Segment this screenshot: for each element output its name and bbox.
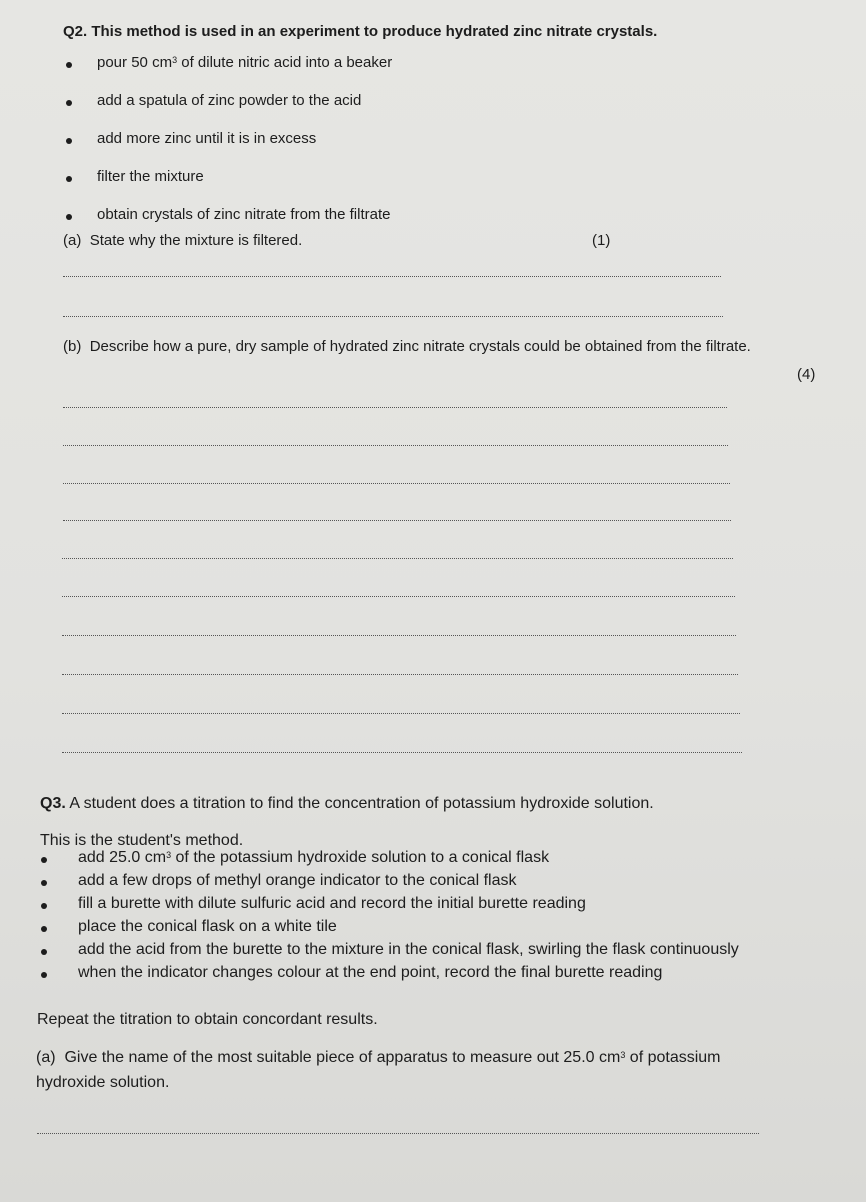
q2-step-1-superscript: 3 [172, 55, 178, 65]
answer-line[interactable] [63, 445, 728, 446]
q3-step-5: add the acid from the burette to the mixture in the conical flask, swirling the flask continuously [78, 941, 739, 958]
q3-step-6: when the indicator changes colour at the end point, record the final burette reading [78, 964, 663, 981]
answer-line[interactable] [63, 520, 731, 521]
q3-part-a-question [36, 1048, 721, 1068]
q2-step-1-rest: of dilute nitric acid into a beaker [177, 54, 393, 71]
bullet-icon [41, 926, 47, 932]
answer-line[interactable] [62, 558, 733, 559]
q3-part-a-text: Give the name of the most suitable piece of apparatus to measure out [64, 1049, 564, 1066]
answer-line[interactable] [62, 752, 742, 753]
q3-intro: A student does a titration to find the concentration of potassium hydroxide solution. [69, 795, 654, 812]
q2-step-1 [97, 54, 392, 72]
answer-line[interactable] [37, 1133, 759, 1134]
bullet-icon [41, 903, 47, 909]
bullet-icon [41, 949, 47, 955]
q3-heading [40, 794, 654, 814]
q3-part-a-volume: 25.0 [563, 1049, 595, 1066]
bullet-icon [41, 972, 47, 978]
bullet-icon [66, 62, 72, 68]
q3-step-2: add a few drops of methyl orange indicator to the conical flask [78, 872, 517, 889]
q3-part-a-unit: cm [599, 1049, 621, 1066]
answer-line[interactable] [63, 407, 727, 408]
answer-line[interactable] [63, 316, 723, 317]
q3-part-a-line2: hydroxide solution. [36, 1074, 170, 1091]
q2-step-1-text: pour [97, 54, 132, 71]
q3-step-1-rest: of the potassium hydroxide solution to a conical flask [171, 849, 550, 866]
q2-heading [63, 23, 657, 41]
answer-line[interactable] [62, 596, 735, 597]
q2-part-a-marks: (1) [592, 232, 611, 249]
answer-line[interactable] [62, 713, 740, 714]
q2-part-a-text: State why the mixture is filtered. [89, 232, 303, 249]
q3-step-1-unit: cm [144, 849, 167, 866]
answer-line[interactable] [63, 483, 730, 484]
q3-part-a-rest: of potassium [625, 1049, 721, 1066]
q2-step-5: obtain crystals of zinc nitrate from the filtrate [97, 206, 391, 223]
answer-line[interactable] [63, 276, 721, 277]
bullet-icon [66, 138, 72, 144]
q3-step-1 [78, 848, 549, 868]
q2-step-1-unit: cm [152, 54, 173, 71]
q2-part-b-question [63, 338, 751, 356]
q2-part-a-label: (a) [63, 232, 82, 249]
q3-step-1-volume: 25.0 [109, 849, 141, 866]
q3-step-3: fill a burette with dilute sulfuric acid and record the initial burette reading [78, 895, 586, 912]
q2-step-2: add a spatula of zinc powder to the acid [97, 92, 362, 109]
q2-part-b-label: (b) [63, 338, 82, 355]
bullet-icon [41, 857, 47, 863]
answer-line[interactable] [62, 635, 736, 636]
q2-intro: This method is used in an experiment to produce hydrated zinc nitrate crystals. [91, 23, 658, 40]
bullet-icon [41, 880, 47, 886]
q3-method-intro: This is the student's method. [40, 832, 244, 849]
q3-part-a-label: (a) [36, 1049, 56, 1066]
q2-number: Q2. [63, 23, 88, 40]
bullet-icon [66, 214, 72, 220]
answer-line[interactable] [62, 674, 738, 675]
q3-number: Q3. [40, 795, 66, 812]
q2-part-b-marks: (4) [797, 366, 816, 383]
bullet-icon [66, 100, 72, 106]
q3-step-1-text: add [78, 849, 110, 866]
q3-step-1-superscript: 3 [166, 850, 172, 860]
q3-repeat: Repeat the titration to obtain concordant results. [37, 1011, 378, 1028]
q2-part-a-question [63, 232, 302, 250]
bullet-icon [66, 176, 72, 182]
q3-part-a-superscript: 3 [620, 1050, 626, 1060]
q2-step-4: filter the mixture [97, 168, 204, 185]
q2-step-3: add more zinc until it is in excess [97, 130, 317, 147]
q2-step-1-volume: 50 [131, 54, 148, 71]
q3-step-4: place the conical flask on a white tile [78, 918, 337, 935]
q2-part-b-text: Describe how a pure, dry sample of hydrated zinc nitrate crystals could be obtained from the filtrate. [89, 338, 751, 355]
